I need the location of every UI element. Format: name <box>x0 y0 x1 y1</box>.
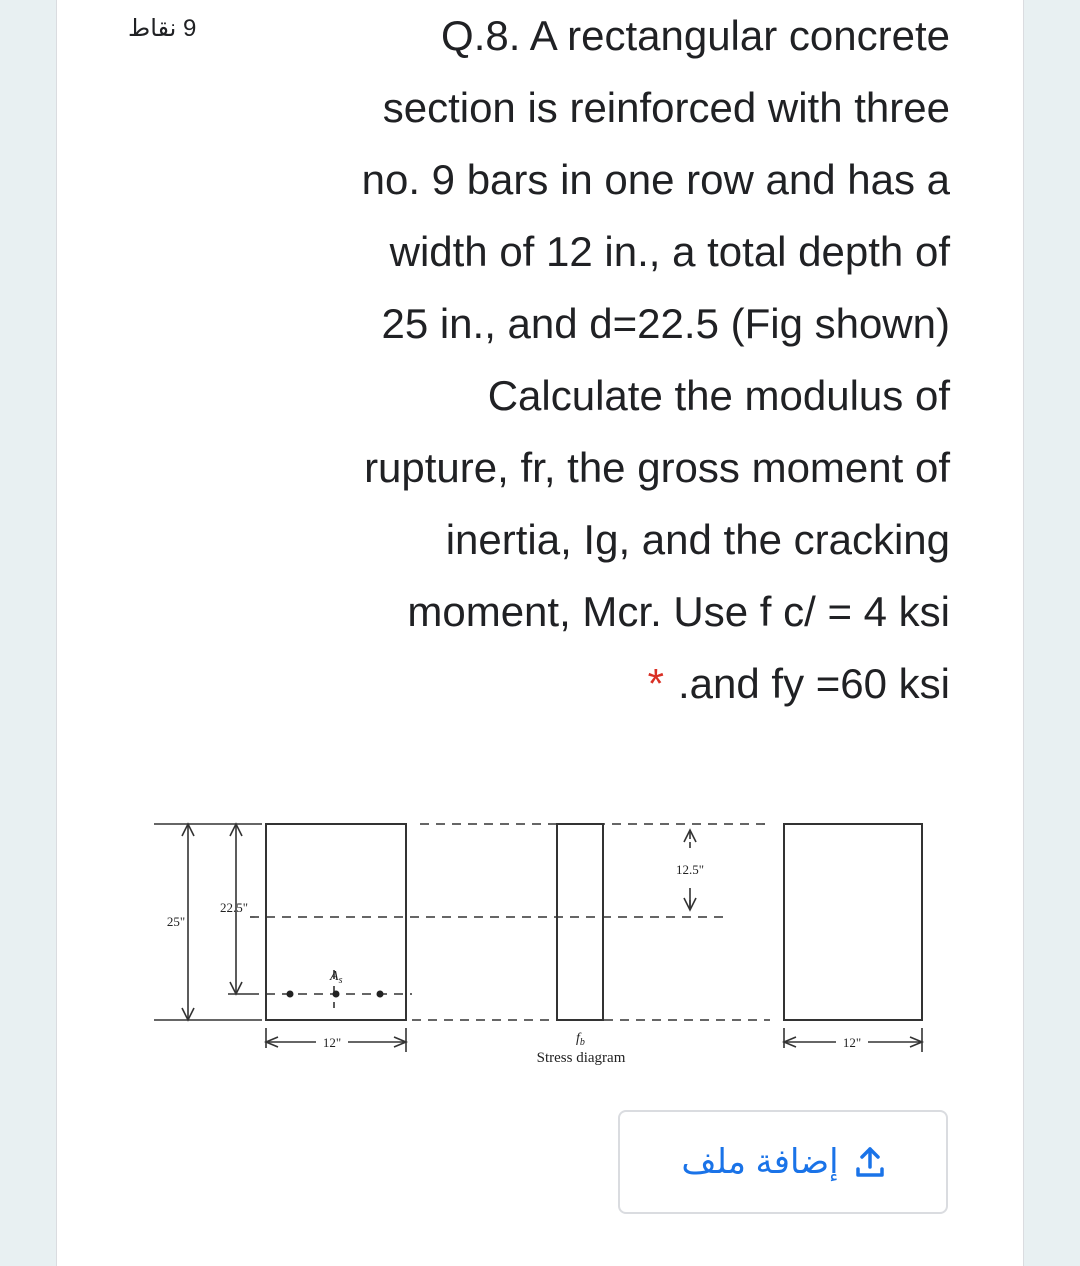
section-figure <box>150 812 930 1072</box>
question-line: 25 in., and d=22.5 (Fig shown) <box>381 300 950 347</box>
width-label-right: 12" <box>842 1035 862 1050</box>
stress-diagram-label: Stress diagram <box>536 1050 626 1066</box>
points-label: 9 نقاط <box>128 15 197 42</box>
right-section <box>784 824 922 1020</box>
rebar <box>377 991 384 998</box>
stress-symbol: $f_b$ <box>576 1031 585 1048</box>
steel-area-label: $A_s$ <box>330 969 343 986</box>
stress-diagram-block <box>557 824 603 1020</box>
question-line: Calculate the modulus of <box>487 372 950 419</box>
question-line: moment, Mcr. Use f c/ = 4 ksi <box>407 588 950 635</box>
question-line: no. 9 bars in one row and has a <box>361 156 950 203</box>
question-line: inertia, Ig, and the cracking <box>445 516 950 563</box>
width-label-left: 12" <box>322 1035 342 1050</box>
dashed-guides <box>250 824 770 1020</box>
total-depth-label: 25" <box>166 914 186 929</box>
required-asterisk: * <box>647 660 664 707</box>
rebar <box>333 991 340 998</box>
effective-depth-label: 22.5" <box>219 900 249 915</box>
question-line: rupture, fr, the gross moment of <box>364 444 950 491</box>
question-line: Q.8. A rectangular concrete <box>441 12 950 59</box>
question-line: section is reinforced with three <box>382 84 950 131</box>
add-file-label: إضافة ملف <box>681 1143 839 1181</box>
neutral-axis-label: 12.5" <box>675 862 705 877</box>
question-last-line <box>230 648 950 720</box>
upload-icon <box>855 1146 885 1178</box>
question-text <box>230 0 950 720</box>
rebar <box>287 991 294 998</box>
question-line: .and fy =60 ksi <box>678 660 950 707</box>
add-file-button[interactable] <box>618 1110 948 1214</box>
question-line: width of 12 in., a total depth of <box>389 228 950 275</box>
